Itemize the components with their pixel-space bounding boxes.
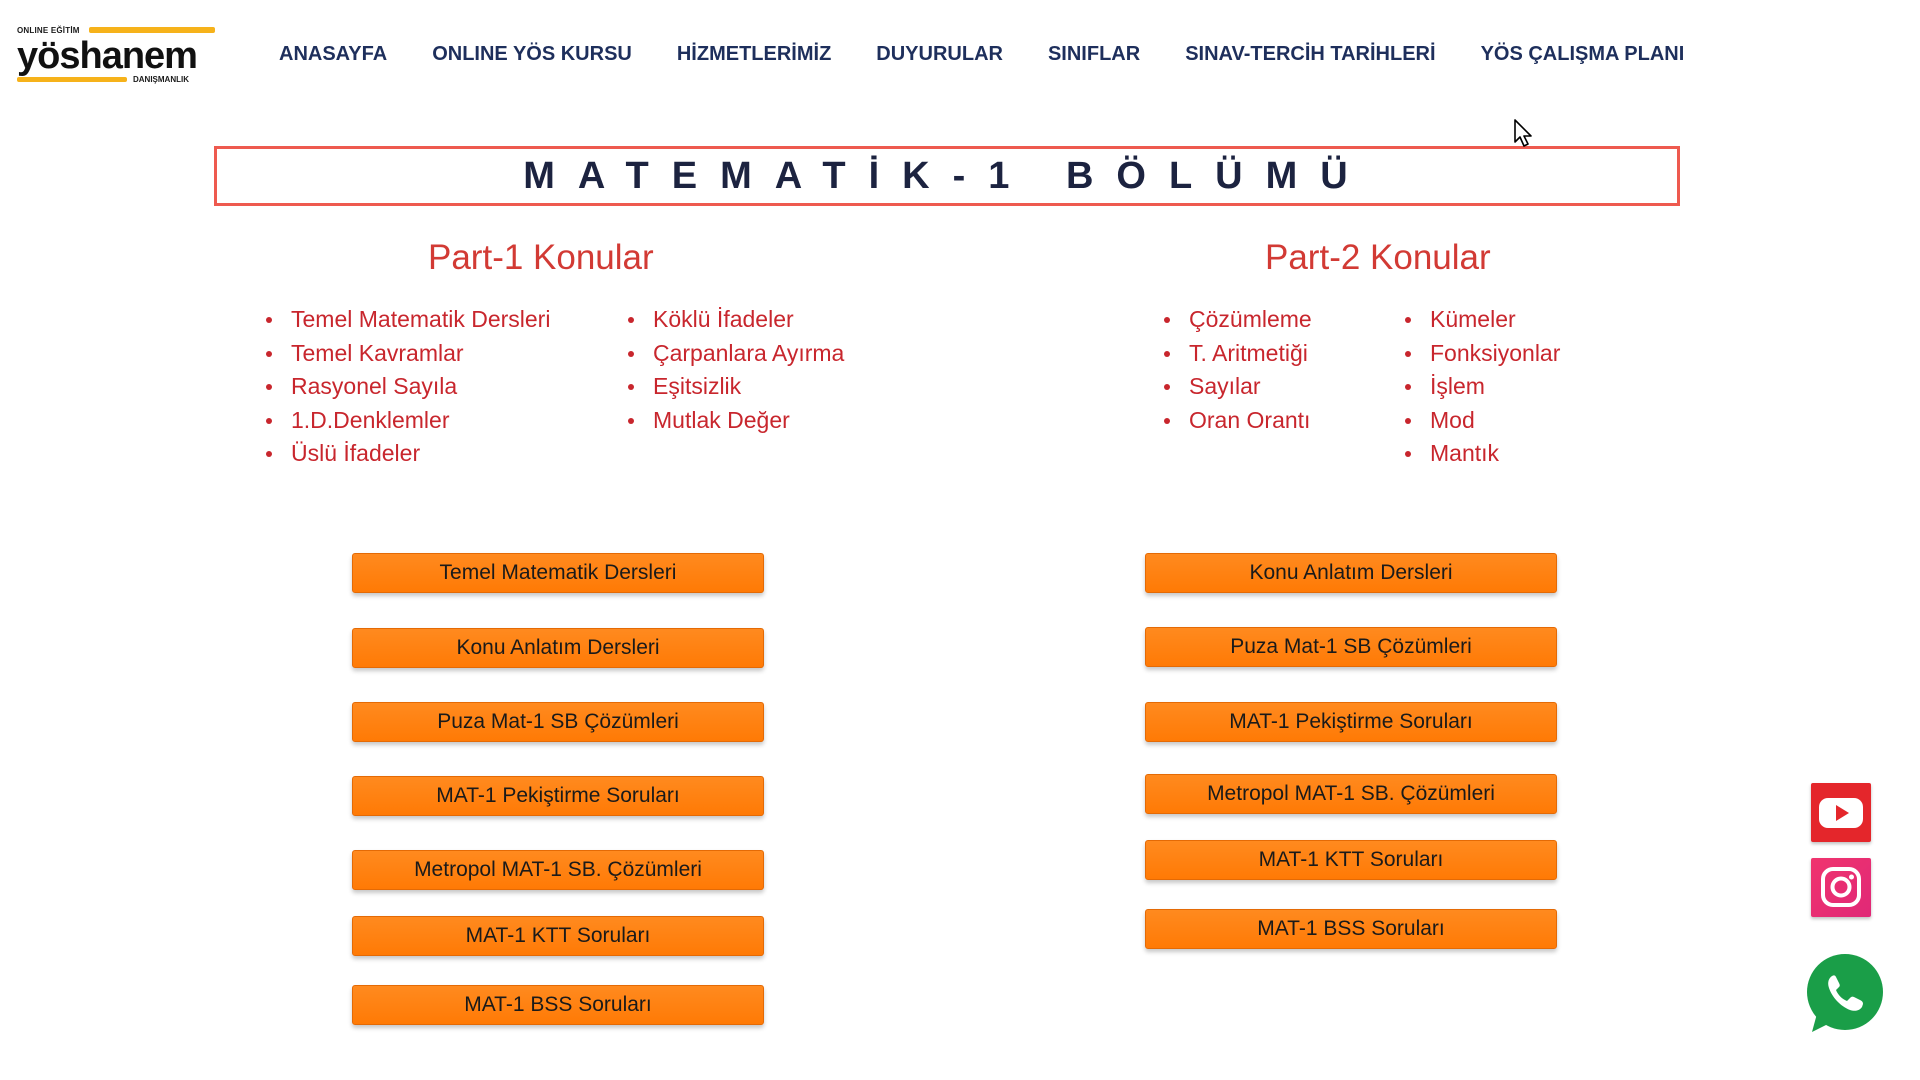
nav-item-sinav-tercih-tarihleri[interactable]: SINAV-TERCİH TARİHLERİ (1185, 43, 1436, 65)
youtube-button[interactable] (1811, 783, 1871, 842)
right-button-mat1-pekistirme-sorulari[interactable]: MAT-1 Pekiştirme Soruları (1145, 702, 1557, 742)
logo-subtitle: DANIŞMANLIK (133, 75, 189, 84)
right-button-puza-mat1-sb-cozumleri[interactable]: Puza Mat-1 SB Çözümleri (1145, 627, 1557, 667)
logo-bar-top (89, 27, 215, 33)
right-button-konu-anlatim-dersleri[interactable]: Konu Anlatım Dersleri (1145, 553, 1557, 593)
topic-item: Mantık (1403, 437, 1560, 471)
bullet-icon (266, 418, 272, 424)
logo-tagline: ONLINE EĞİTİM (17, 26, 80, 35)
whatsapp-button[interactable] (1802, 952, 1886, 1036)
topic-item: Temel Kavramlar (264, 337, 550, 371)
topic-item: Temel Matematik Dersleri (264, 303, 550, 337)
logo-name: yöshanem (17, 35, 197, 77)
part-2-topic-list-a (1162, 303, 1312, 437)
bullet-icon (628, 384, 634, 390)
bullet-icon (1164, 351, 1170, 357)
bullet-icon (1164, 317, 1170, 323)
part-1-topic-list-a (264, 303, 550, 471)
nav-item-yos-calisma-plani[interactable]: YÖS ÇALIŞMA PLANI (1480, 43, 1685, 65)
part-1-topic-list-b (626, 303, 844, 437)
nav-item-hizmetlerimiz[interactable]: HİZMETLERİMİZ (676, 43, 832, 65)
part-2-topic-list-b (1403, 303, 1560, 471)
left-button-temel-matematik-dersleri[interactable]: Temel Matematik Dersleri (352, 553, 764, 593)
bullet-icon (1164, 384, 1170, 390)
left-button-mat1-bss-sorulari[interactable]: MAT-1 BSS Soruları (352, 985, 764, 1025)
mouse-cursor-icon (1513, 118, 1535, 148)
left-button-mat1-ktt-sorulari[interactable]: MAT-1 KTT Soruları (352, 916, 764, 956)
main-nav (279, 42, 1729, 66)
bullet-icon (1405, 418, 1411, 424)
topic-item: Fonksiyonlar (1403, 337, 1560, 371)
right-button-mat1-ktt-sorulari[interactable]: MAT-1 KTT Soruları (1145, 840, 1557, 880)
topic-item: Mutlak Değer (626, 404, 844, 438)
bullet-icon (1164, 418, 1170, 424)
nav-item-anasayfa[interactable]: ANASAYFA (279, 43, 388, 65)
bullet-icon (1405, 317, 1411, 323)
left-button-puza-mat1-sb-cozumleri[interactable]: Puza Mat-1 SB Çözümleri (352, 702, 764, 742)
bullet-icon (266, 451, 272, 457)
logo-bar-bottom (17, 77, 127, 82)
bullet-icon (628, 351, 634, 357)
section-title-box (214, 146, 1680, 206)
topic-item: Sayılar (1162, 370, 1312, 404)
right-button-mat1-bss-sorulari[interactable]: MAT-1 BSS Soruları (1145, 909, 1557, 949)
right-button-metropol-mat1-sb-cozumleri[interactable]: Metropol MAT-1 SB. Çözümleri (1145, 774, 1557, 814)
topic-item: Üslü İfadeler (264, 437, 550, 471)
topic-item: Köklü İfadeler (626, 303, 844, 337)
youtube-icon (1811, 783, 1871, 842)
bullet-icon (266, 317, 272, 323)
left-button-metropol-mat1-sb-cozumleri[interactable]: Metropol MAT-1 SB. Çözümleri (352, 850, 764, 890)
page-title: MATEMATİK-1 BÖLÜMÜ (523, 154, 1371, 197)
topic-item: Eşitsizlik (626, 370, 844, 404)
nav-item-online-yos-kursu[interactable]: ONLINE YÖS KURSU (432, 43, 632, 65)
bullet-icon (628, 418, 634, 424)
bullet-icon (1405, 351, 1411, 357)
part-2-title: Part-2 Konular (1265, 238, 1491, 277)
part-1-title: Part-1 Konular (428, 238, 654, 277)
bullet-icon (266, 351, 272, 357)
instagram-icon (1811, 858, 1871, 917)
bullet-icon (628, 317, 634, 323)
topic-item: Rasyonel Sayıla (264, 370, 550, 404)
left-button-konu-anlatim-dersleri[interactable]: Konu Anlatım Dersleri (352, 628, 764, 668)
nav-item-duyurular[interactable]: DUYURULAR (876, 43, 1003, 65)
topic-item: T. Aritmetiği (1162, 337, 1312, 371)
site-logo[interactable] (17, 24, 203, 86)
topic-item: 1.D.Denklemler (264, 404, 550, 438)
bullet-icon (1405, 384, 1411, 390)
bullet-icon (266, 384, 272, 390)
topic-item: İşlem (1403, 370, 1560, 404)
bullet-icon (1405, 451, 1411, 457)
topic-item: Oran Orantı (1162, 404, 1312, 438)
topic-item: Çözümleme (1162, 303, 1312, 337)
topic-item: Mod (1403, 404, 1560, 438)
nav-item-siniflar[interactable]: SINIFLAR (1047, 43, 1141, 65)
instagram-button[interactable] (1811, 858, 1871, 917)
whatsapp-icon (1802, 952, 1886, 1036)
left-button-mat1-pekistirme-sorulari[interactable]: MAT-1 Pekiştirme Soruları (352, 776, 764, 816)
topic-item: Kümeler (1403, 303, 1560, 337)
topic-item: Çarpanlara Ayırma (626, 337, 844, 371)
